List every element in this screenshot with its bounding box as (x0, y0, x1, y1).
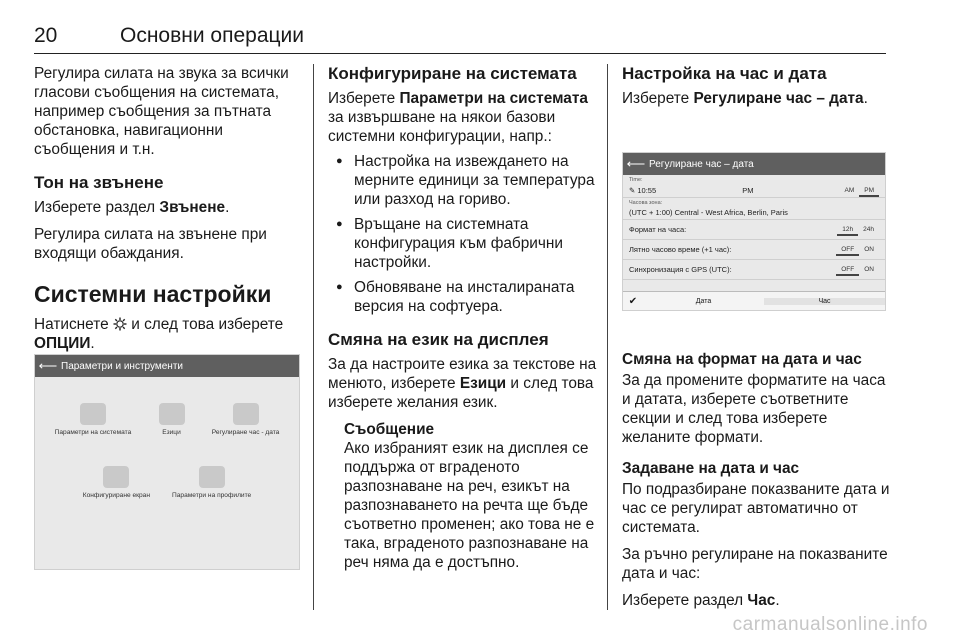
screen-titlebar (623, 153, 885, 175)
column-1 (34, 64, 299, 353)
note-block (328, 420, 598, 572)
am-pm-toggle[interactable]: AM PM (840, 187, 880, 194)
zone-row[interactable]: (UTC + 1:00) Central - West Africa, Berlin, Paris (623, 206, 885, 220)
screenshot-time-date (622, 152, 886, 311)
heading-format: Смяна на формат на дата и час (622, 351, 862, 368)
back-arrow-icon[interactable]: ⟵ (38, 358, 58, 373)
check-icon[interactable]: ✔ (628, 295, 638, 307)
note-text: Ако избраният език на дисплея се поддържа от вграденото разпознаване на реч, езикът на разпознаването на речта ще бъде съответно променен; ако това не е така, вграденото разпознаване на реч няма да е достъпно. (344, 440, 595, 571)
speech-bubble-icon (159, 403, 185, 425)
paragraph: Регулира силата на звука за всички гласови съобщения на системата, например съобщения за пътната обстановка, навигационни съобщения и т.н. (34, 65, 289, 158)
column-divider (313, 64, 314, 610)
back-arrow-icon[interactable]: ⟵ (626, 156, 646, 171)
dst-toggle[interactable]: OFF ON (836, 246, 879, 253)
user-icon (199, 466, 225, 488)
dst-row: Лятно часово време (+1 час): OFF ON (623, 240, 885, 260)
tile-row (35, 403, 299, 436)
page-title: Основни операции (120, 24, 305, 47)
column-3 (622, 64, 890, 610)
paragraph: Изберете раздел Час. (622, 592, 780, 609)
paragraph: По подразбиране показваните дата и час се регулират автоматично от системата. (622, 481, 890, 536)
paragraph: Натиснете и след това изберете ОПЦИИ. (34, 316, 284, 352)
tile-profiles[interactable]: Параметри на профилите (172, 466, 251, 499)
tile-languages[interactable]: Езици (159, 403, 185, 436)
column-2 (328, 64, 598, 572)
heading-system-config: Конфигуриране на системата (328, 64, 577, 83)
note-title: Съобщение (344, 421, 435, 438)
column-divider (607, 64, 608, 610)
monitor-icon (103, 466, 129, 488)
heading-display-language: Смяна на език на дисплея (328, 330, 549, 349)
tile-row (35, 466, 299, 499)
clock-icon (233, 403, 259, 425)
time-label: Time: (629, 177, 643, 183)
screen-title: Регулиране час – дата (649, 158, 754, 170)
screen-footer (623, 291, 885, 310)
time-row (623, 183, 885, 198)
watermark: carmanualsonline.info (732, 614, 928, 635)
gps-row: Синхронизация с GPS (UTC): OFF ON (623, 260, 885, 280)
gears-icon (80, 403, 106, 425)
paragraph: Изберете раздел Звънене. (34, 199, 230, 216)
tile-time-date[interactable]: Регулиране час - дата (212, 403, 280, 436)
screenshot-settings-menu (34, 354, 300, 570)
screen-titlebar (35, 355, 299, 377)
list-item: ● Настройка на извеждането на мерните единици за температура или разход на гориво. (328, 152, 598, 209)
format-row: Формат на часа: 12h 24h (623, 220, 885, 240)
tab-date[interactable]: Дата (695, 297, 712, 305)
gps-toggle[interactable]: OFF ON (836, 266, 879, 273)
paragraph: За да настроите езика за текстове на менюто, изберете Езици и след това изберете желания език. (328, 356, 597, 411)
pm-label: PM (742, 185, 754, 195)
format-toggle[interactable]: 12h 24h (837, 226, 879, 233)
list-item: ● Връщане на системната конфигурация към фабрични настройки. (328, 215, 598, 272)
paragraph: Изберете Регулиране час – дата. (622, 90, 868, 107)
zone-label: Часова зона: (629, 200, 663, 206)
tile-system-params[interactable]: Параметри на системата (55, 403, 132, 436)
paragraph: Регулира силата на звънене при входящи обаждания. (34, 226, 267, 262)
gear-icon (113, 317, 127, 331)
page-number: 20 (34, 24, 58, 47)
page-header (34, 24, 886, 54)
heading-ringtone: Тон на звънене (34, 173, 164, 192)
bullet-list (328, 152, 598, 316)
paragraph: За да промените форматите на часа и датата, изберете съответните секции и след това изберете желаните формати. (622, 372, 886, 446)
paragraph: Изберете Параметри на системата за извършване на някои базови системни конфигурации, напр.: (328, 90, 588, 145)
heading-time-date: Настройка на час и дата (622, 64, 827, 83)
heading-system-settings: Системни настройки (34, 281, 272, 307)
tile-screen-config[interactable]: Конфигуриране екран (83, 466, 150, 499)
heading-set-datetime: Задаване на дата и час (622, 460, 800, 477)
header-rule (34, 53, 886, 54)
screen-title: Параметри и инструменти (61, 360, 183, 372)
paragraph: За ръчно регулиране на показваните дата и час: (622, 546, 888, 582)
time-value[interactable]: ✎ 10:55 (629, 185, 657, 195)
tab-time[interactable]: Час (764, 298, 885, 305)
list-item: ● Обновяване на инсталираната версия на софтуера. (328, 278, 598, 316)
